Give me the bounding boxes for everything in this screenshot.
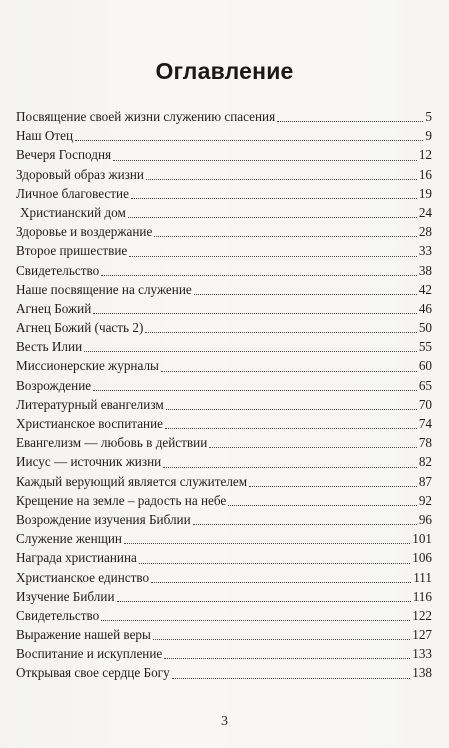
dot-leader — [139, 563, 410, 564]
dot-leader — [113, 160, 417, 161]
page-title: Оглавление — [155, 58, 294, 84]
toc-entry — [16, 126, 432, 145]
toc-entry-page: 55 — [418, 339, 432, 355]
page-number: 3 — [221, 714, 228, 729]
toc-entry — [16, 472, 432, 491]
toc-entry-page: 16 — [418, 166, 432, 182]
toc-entry-title: Литературный евангелизм — [16, 396, 164, 412]
dot-leader — [164, 658, 410, 659]
toc-entry-page: 138 — [412, 665, 432, 681]
toc-entry-title: Наше посвящение на служение — [16, 281, 192, 297]
toc-entry-page: 133 — [412, 646, 432, 662]
dot-leader — [193, 524, 417, 525]
toc-entry-title: Агнец Божий — [16, 300, 92, 316]
toc-entry-page: 92 — [418, 492, 432, 508]
dot-leader — [277, 121, 423, 122]
toc-entry — [16, 395, 432, 414]
toc-entry-page: 87 — [418, 473, 432, 489]
dot-leader — [93, 390, 417, 391]
toc-entry — [16, 663, 432, 682]
toc-entry-page: 33 — [418, 243, 432, 259]
toc-entry — [16, 241, 432, 260]
toc-entry-page: 12 — [418, 147, 432, 163]
dot-leader — [146, 179, 417, 180]
toc-entry-page: 42 — [418, 281, 432, 297]
toc-entry-page: 101 — [412, 531, 432, 547]
toc-entry-title: Агнец Божий (часть 2) — [16, 320, 144, 336]
toc-entry-title: Каждый верующий является служителем — [16, 473, 248, 489]
toc-entry — [16, 606, 432, 625]
toc-entry — [16, 280, 432, 299]
toc-entry-page: 46 — [418, 300, 432, 316]
toc-entry — [16, 452, 432, 471]
toc-entry-page: 65 — [418, 377, 432, 393]
toc-entry-title: Второе пришествие — [16, 243, 128, 259]
toc-entry-title: Евангелизм — любовь в действии — [16, 435, 208, 451]
toc-entry — [16, 184, 432, 203]
toc-entry — [16, 222, 432, 241]
dot-leader — [249, 486, 417, 487]
toc-entry-title: Свидетельство — [16, 262, 100, 278]
toc-entry — [16, 376, 432, 395]
toc-entry — [16, 299, 432, 318]
toc-entry-page: 122 — [412, 607, 432, 623]
toc-entry-page: 70 — [418, 396, 432, 412]
toc-entry-title: Христианское единство — [16, 569, 150, 585]
dot-leader — [172, 678, 411, 679]
toc-entry — [16, 529, 432, 548]
toc-entry — [16, 165, 432, 184]
toc-entry-page: 38 — [418, 262, 432, 278]
toc-entry-title: Христианский дом — [20, 204, 126, 220]
toc-entry-title: Открывая свое сердце Богу — [16, 665, 170, 681]
toc-entry-title: Иисус — источник жизни — [16, 454, 162, 470]
dot-leader — [161, 371, 417, 372]
toc-entry-title: Награда христианина — [16, 550, 137, 566]
toc-entry — [16, 625, 432, 644]
toc-entry-page: 5 — [425, 109, 432, 124]
toc-entry — [16, 587, 432, 606]
toc-entry — [16, 433, 432, 452]
dot-leader — [93, 313, 417, 314]
toc-entry-page: 74 — [418, 416, 432, 431]
toc-entry-title: Служение женщин — [16, 531, 122, 547]
dot-leader — [101, 620, 410, 621]
toc-entry-page: 9 — [425, 128, 432, 144]
toc-entry — [16, 337, 432, 356]
dot-leader — [128, 217, 417, 218]
toc-entry — [16, 356, 432, 375]
dot-leader — [131, 198, 417, 199]
dot-leader — [129, 256, 417, 257]
dot-leader — [84, 351, 417, 352]
toc-entry-page: 24 — [418, 204, 432, 220]
toc-entry — [16, 510, 432, 529]
dot-leader — [165, 428, 417, 429]
dot-leader — [101, 275, 417, 276]
dot-leader — [166, 409, 417, 410]
toc-entry — [16, 491, 432, 510]
dot-leader — [228, 505, 417, 506]
table-of-contents — [16, 107, 432, 683]
toc-entry-title: Крещение на земле – радость на небе — [16, 492, 227, 508]
toc-entry-page: 19 — [418, 185, 432, 201]
toc-entry-title: Посвящение своей жизни служению спасения — [16, 109, 276, 124]
toc-entry-title: Свидетельство — [16, 607, 100, 623]
toc-entry-title: Изучение Библии — [16, 588, 115, 604]
toc-entry-page: 82 — [418, 454, 432, 470]
toc-entry — [16, 145, 432, 164]
dot-leader — [124, 543, 410, 544]
dot-leader — [154, 236, 417, 237]
toc-entry-title: Возрождение — [16, 377, 92, 393]
toc-entry — [16, 261, 432, 280]
toc-entry-title: Миссионерские журналы — [16, 358, 159, 374]
toc-entry-page: 60 — [418, 358, 432, 374]
toc-entry-title: Здоровье и воздержание — [16, 224, 153, 240]
toc-entry-title: Выражение нашей веры — [16, 627, 151, 643]
toc-entry — [16, 203, 432, 222]
toc-entry-title: Личное благовестие — [16, 185, 129, 201]
toc-entry-title: Наш Отец — [16, 128, 74, 144]
toc-entry-page: 116 — [412, 588, 432, 604]
toc-entry-title: Весть Илии — [16, 339, 83, 355]
toc-entry-page: 96 — [418, 511, 432, 527]
toc-entry — [16, 644, 432, 663]
dot-leader — [75, 140, 423, 141]
toc-entry-title: Вечеря Господня — [16, 147, 112, 163]
toc-entry — [16, 414, 432, 433]
toc-entry-page: 127 — [412, 627, 432, 643]
dot-leader — [153, 639, 410, 640]
dot-leader — [163, 467, 417, 468]
toc-entry-page: 28 — [418, 224, 432, 240]
toc-entry-page: 111 — [413, 569, 432, 585]
dot-leader — [151, 582, 411, 583]
dot-leader — [145, 332, 416, 333]
dot-leader — [117, 601, 411, 602]
toc-entry-title: Христианское воспитание — [16, 416, 164, 431]
toc-entry-title: Воспитание и искупление — [16, 646, 163, 662]
toc-entry — [16, 548, 432, 567]
dot-leader — [209, 447, 417, 448]
toc-entry-title: Здоровый образ жизни — [16, 166, 144, 182]
toc-entry-page: 78 — [418, 435, 432, 451]
toc-entry-title: Возрождение изучения Библии — [16, 511, 191, 527]
dot-leader — [194, 294, 417, 295]
toc-entry — [16, 568, 432, 587]
toc-entry-page: 50 — [418, 320, 432, 336]
toc-entry — [16, 318, 432, 337]
toc-entry — [16, 107, 432, 126]
toc-entry-page: 106 — [412, 550, 432, 566]
